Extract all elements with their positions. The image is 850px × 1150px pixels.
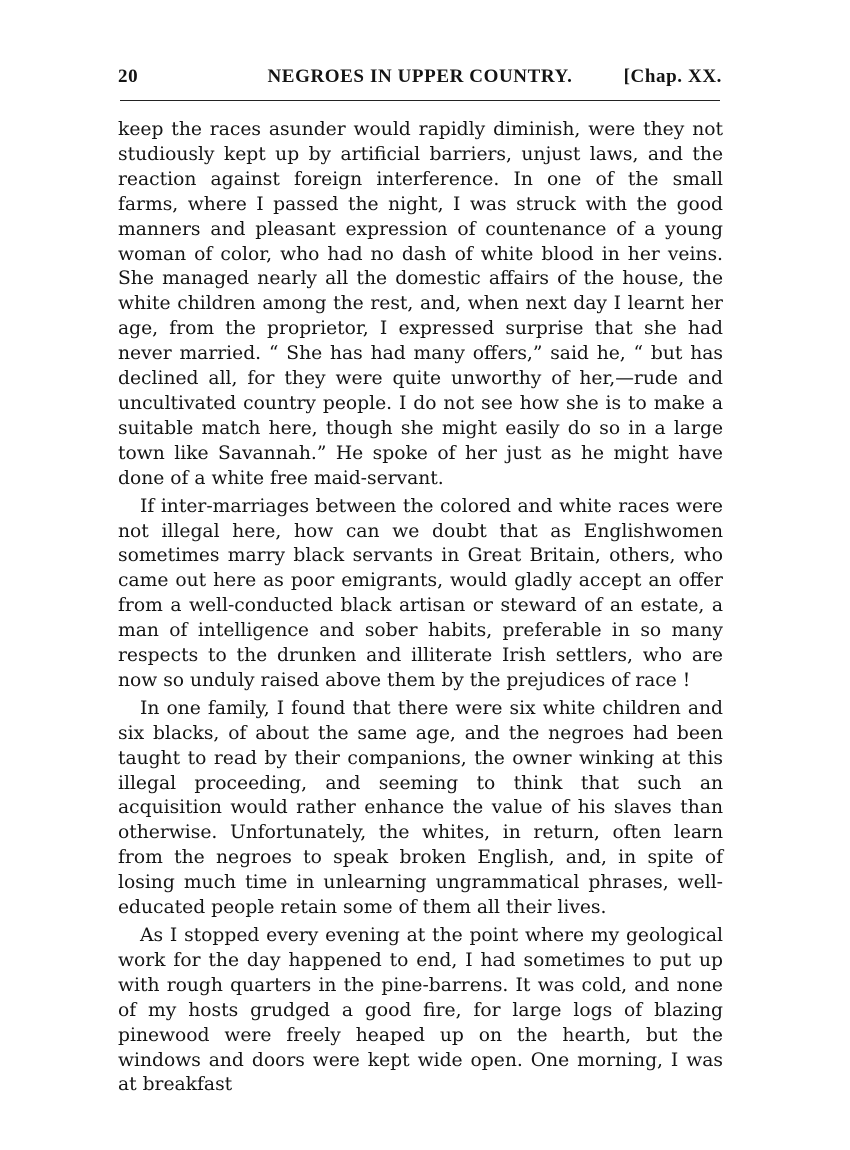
paragraph-3: In one family, I found that there were six white children and six blacks, of about the same age, and the negroes had been taught to read by their companions, the owner winking at this illegal proceeding, and seeming to think that such an acquisition would rather enhance the value of his slaves than otherwise. Unfortunately, the whites, in return, often learn from the negroes to speak broken English, and, in spite of losing much time in unlearning ungrammatical phrases, well-educated people retain some of them all their lives. xyxy=(118,697,723,919)
header-rule xyxy=(120,100,720,101)
paragraph-2: If inter-marriages between the colored and white races were not illegal here, how can we doubt that as Englishwomen sometimes marry black servants in Great Britain, others, who came out here as poor emigrants, would gladly accept an offer from a well-conducted black artisan or steward of an estate, a man of intelligence and sober habits, preferable in so many respects to the drunken and illiterate Irish settlers, who are now so unduly raised above them by the prejudices of race ! xyxy=(118,495,723,691)
body-text xyxy=(118,118,723,1098)
paragraph-4: As I stopped every evening at the point where my geological work for the day happened to end, I had sometimes to put up with rough quarters in the pine-barrens. It was cold, and none of my hosts grudged a good fire, for large logs of blazing pinewood were freely heaped up on the hearth, but the windows and doors were kept wide open. One morning, I was at breakfast xyxy=(118,925,723,1096)
chapter-label: [Chap. XX. xyxy=(623,66,722,87)
paragraph-1: keep the races asunder would rapidly diminish, were they not studiously kept up by artificial barriers, unjust laws, and the reaction against foreign interference. In one of the small farms, where I passed the night, I was struck with the good manners and pleasant expression of countenance of a young woman of color, who had no dash of white blood in her veins. She managed nearly all the domestic affairs of the house, the white children among the rest, and, when next day I learnt her age, from the proprietor, I expressed surprise that she had never married. “ She has had many offers,” said he, “ but has declined all, for they were quite unworthy of her,—rude and uncultivated country people. I do not see how she is to make a suitable match here, though she might easily do so in a large town like Savannah.” He spoke of her just as he might have done of a white free maid-servant. xyxy=(118,119,723,489)
running-head xyxy=(118,66,722,92)
page-number: 20 xyxy=(118,66,139,87)
running-title: NEGROES IN UPPER COUNTRY. xyxy=(267,66,573,87)
